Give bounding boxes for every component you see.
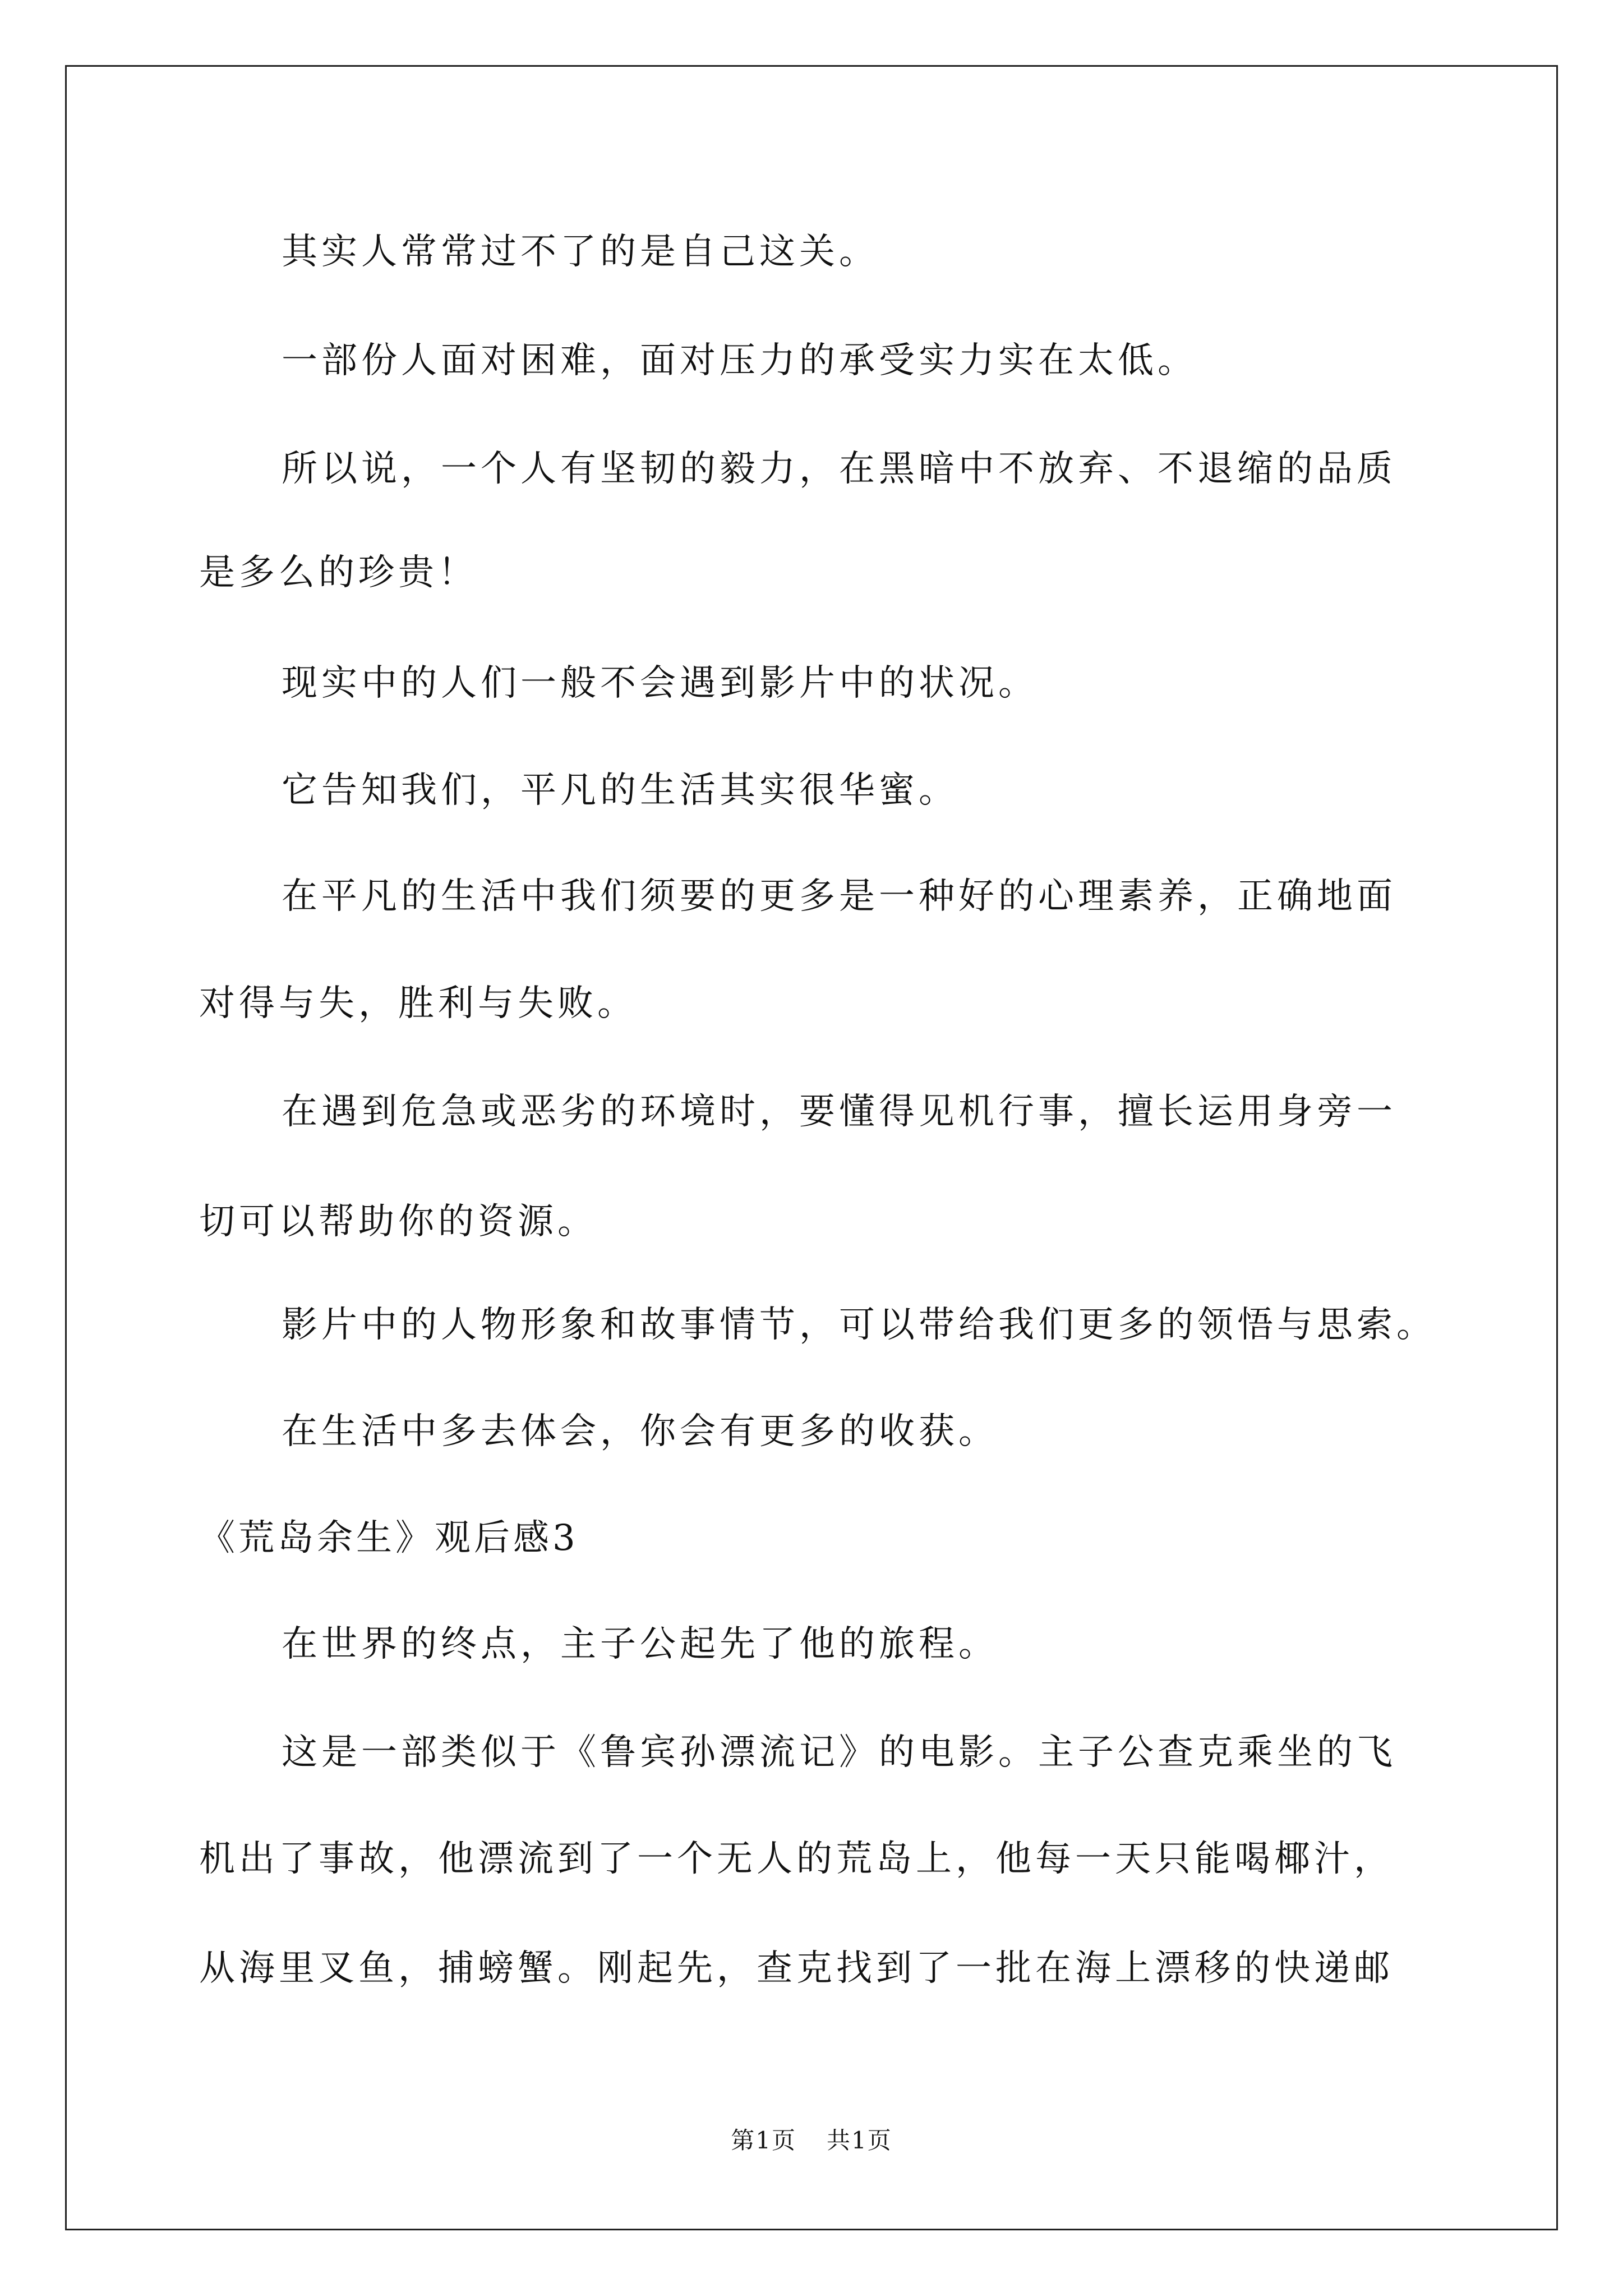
paragraph-line-15: 这是一部类似于《鲁宾孙漂流记》的电影。主子公查克乘坐的飞: [282, 1732, 1396, 1773]
paragraph-line-3: 所以说，一个人有坚韧的毅力，在黑暗中不放弃、不退缩的品质: [282, 448, 1396, 490]
paragraph-line-6: 它告知我们，平凡的生活其实很华蜜。: [282, 770, 958, 811]
section-heading: 《荒岛余生》观后感3: [199, 1517, 579, 1559]
paragraph-line-2: 一部份人面对困难，面对压力的承受实力实在太低。: [282, 340, 1197, 381]
page-footer: [0, 2125, 1623, 2156]
paragraph-line-11: 影片中的人物形象和故事情节，可以带给我们更多的领悟与思索。: [282, 1304, 1436, 1346]
paragraph-line-7: 在平凡的生活中我们须要的更多是一种好的心理素养，正确地面: [282, 876, 1396, 917]
page-border: [65, 65, 1558, 2230]
paragraph-line-8: 对得与失，胜利与失败。: [199, 983, 637, 1024]
paragraph-line-10: 切可以帮助你的资源。: [199, 1201, 597, 1243]
paragraph-line-17: 从海里叉鱼，捕螃蟹。刚起先，查克找到了一批在海上漂移的快递邮: [199, 1948, 1394, 1989]
page-total: 共1页: [827, 2127, 892, 2154]
paragraph-line-4: 是多么的珍贵！: [199, 552, 478, 593]
paragraph-line-1: 其实人常常过不了的是自己这关。: [282, 231, 879, 273]
paragraph-line-5: 现实中的人们一般不会遇到影片中的状况。: [282, 662, 1038, 704]
paragraph-line-9: 在遇到危急或恶劣的环境时，要懂得见机行事，擅长运用身旁一: [282, 1091, 1396, 1133]
paragraph-line-16: 机出了事故，他漂流到了一个无人的荒岛上，他每一天只能喝椰汁，: [199, 1838, 1394, 1880]
page-number: 第1页: [731, 2127, 796, 2154]
paragraph-line-12: 在生活中多去体会，你会有更多的收获。: [282, 1411, 998, 1452]
paragraph-line-14: 在世界的终点，主子公起先了他的旅程。: [282, 1623, 998, 1665]
